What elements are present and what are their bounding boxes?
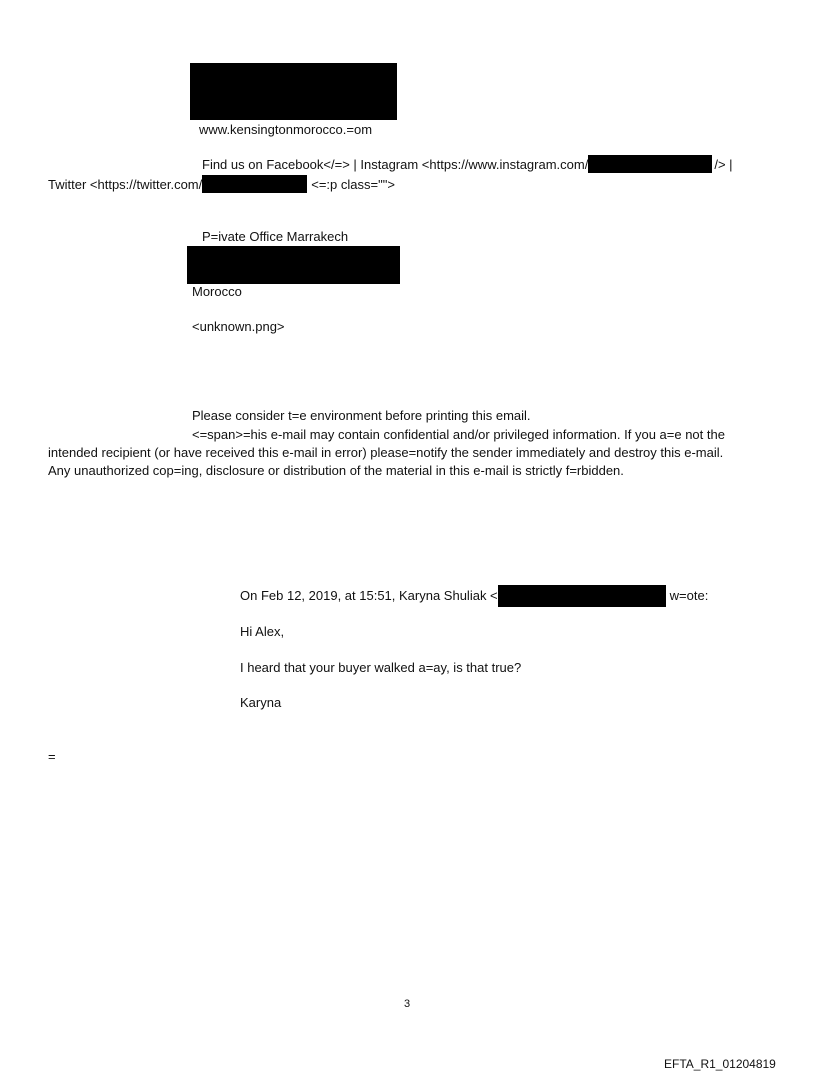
office-name: P=ivate Office Marrakech: [202, 229, 349, 244]
document-id: EFTA_R1_01204819: [664, 1057, 776, 1071]
quoted-intro-text: On Feb 12, 2019, at 15:51, Karyna Shuliak <: [240, 588, 498, 603]
redaction-sender-email: [498, 585, 666, 607]
disclaimer-line-4: Any unauthorized cop=ing, disclosure or distribution of the material in this e-mail is strictly f=rbidden.: [48, 463, 624, 478]
social-links-text-a: Find us on Facebook</=> | Instagram <https://www.instagram.com/: [202, 157, 589, 172]
twitter-link-tail: <=:p class="">: [311, 177, 395, 192]
quoted-intro: [240, 588, 708, 607]
quoted-body: I heard that your buyer walked a=ay, is that true?: [240, 660, 522, 675]
attachment-placeholder: <unknown.png>: [192, 319, 285, 334]
social-links-line-2: [48, 177, 395, 193]
social-links-line-1: [202, 157, 733, 173]
website-link[interactable]: www.kensingtonmorocco.=om: [199, 122, 373, 137]
redaction-twitter-handle: [202, 175, 307, 193]
redaction-block-logo: [190, 63, 397, 120]
quoted-greeting: Hi Alex,: [240, 624, 285, 639]
social-links-text-b: /> |: [714, 157, 733, 172]
quoted-signature: Karyna: [240, 695, 282, 710]
redaction-instagram-handle: [588, 155, 712, 173]
redaction-block-address: [187, 246, 400, 284]
quoted-intro-tail: w=ote:: [669, 588, 709, 603]
page-number: 3: [404, 998, 411, 1010]
twitter-link-text: Twitter <https://twitter.com/: [48, 177, 203, 192]
trailing-equals: =: [48, 749, 56, 764]
disclaimer-line-2: <=span>=his e-mail may contain confidential and/or privileged information. If you a=e not the: [192, 427, 725, 442]
office-country: Morocco: [192, 284, 242, 299]
disclaimer-line-3: intended recipient (or have received this e-mail in error) please=notify the sender immediately and destroy this e-mail.: [48, 445, 724, 460]
disclaimer-line-1: Please consider t=e environment before printing this email.: [192, 408, 531, 423]
